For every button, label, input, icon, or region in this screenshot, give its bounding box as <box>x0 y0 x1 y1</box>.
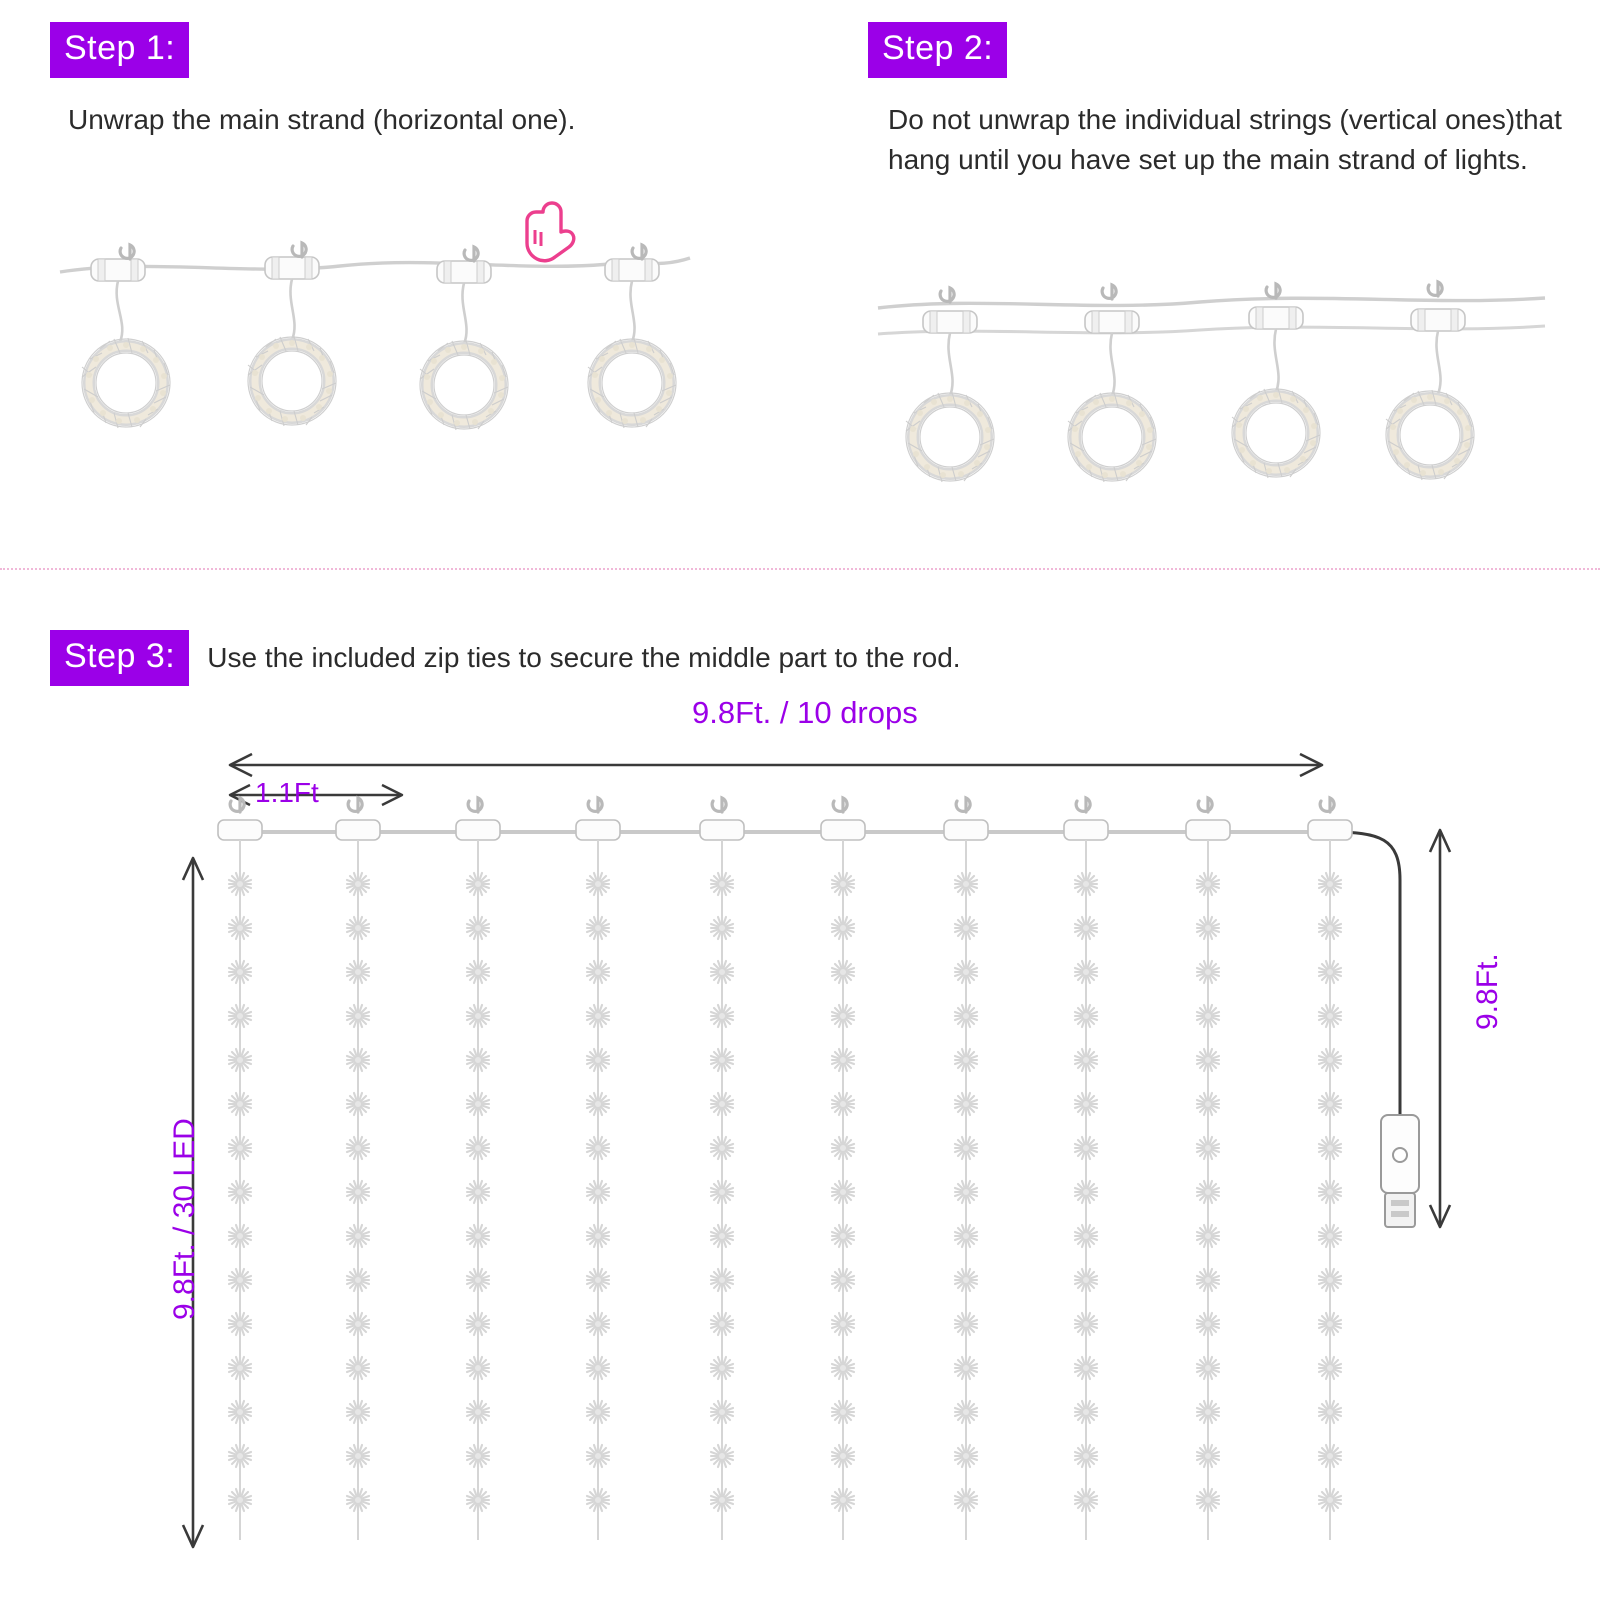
step-3-badge: Step 3: <box>50 630 189 686</box>
step-1-block <box>50 22 810 140</box>
right-dimension-label: 9.8Ft. <box>1471 953 1504 1030</box>
step-2-block <box>868 22 1568 180</box>
step-2-text: Do not unwrap the individual strings (vertical ones)that hang until you have set up the main strand of lights. <box>888 104 1562 175</box>
step-3-text: Use the included zip ties to secure the middle part to the rod. <box>207 642 961 674</box>
pointer-hand-icon <box>527 203 574 261</box>
light-drops <box>218 798 1352 1540</box>
top-dimension-arrow <box>230 754 1322 776</box>
step-1-illustration <box>60 203 690 430</box>
spacing-dimension-label: 1.1Ft <box>255 777 319 808</box>
usb-controller <box>1381 1115 1419 1227</box>
step-2-badge: Step 2: <box>868 22 1007 78</box>
top-dimension-label: 9.8Ft. / 10 drops <box>692 695 918 730</box>
step-1-badge: Step 1: <box>50 22 189 78</box>
left-dimension-label: 9.8Ft. / 30 LED <box>168 1118 201 1320</box>
section-divider <box>0 568 1600 570</box>
right-dimension-arrow <box>1430 830 1450 1227</box>
step-3-block <box>50 630 961 686</box>
step-1-text: Unwrap the main strand (horizontal one). <box>68 104 576 135</box>
step-3-illustration <box>183 754 1450 1547</box>
step-2-illustration <box>878 282 1545 482</box>
